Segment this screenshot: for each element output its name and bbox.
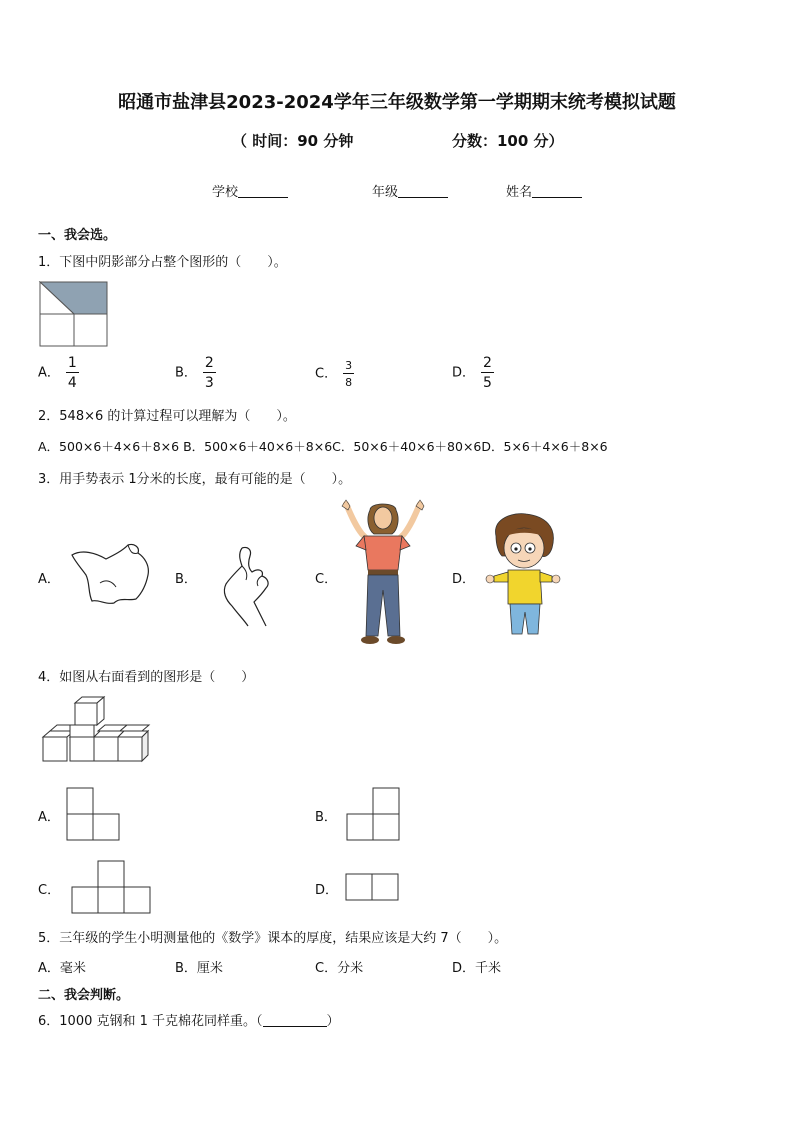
q2-options[interactable]: A．500×6＋4×6＋8×6 B．500×6＋40×6＋8×6C．50×6＋40×6＋80×6D．5×6＋4×6＋8×6: [38, 439, 608, 454]
q3-option-a-label[interactable]: A．: [38, 572, 60, 587]
question-3-text: 3．用手势表示 1分米的长度，最有可能的是（ ）。: [38, 472, 352, 487]
q4-option-d-label[interactable]: D．: [315, 883, 339, 898]
boy-arms-out-icon: [486, 512, 560, 636]
q3-option-b-label[interactable]: B．: [175, 572, 197, 587]
question-6: [38, 1010, 340, 1029]
q4-option-b-label[interactable]: B．: [315, 810, 337, 825]
hand-gesture-b-icon: [218, 544, 276, 628]
section-1-title: 一、我会选。: [38, 228, 117, 243]
question-6-close: ）: [326, 1014, 340, 1029]
school-field[interactable]: [212, 181, 288, 200]
hand-gesture-a-icon: [70, 543, 152, 605]
name-blank[interactable]: [532, 185, 582, 198]
exam-time: （ 时间：90 分钟: [232, 132, 354, 150]
cube-stack-figure: [42, 697, 154, 763]
q5-option-b[interactable]: B．厘米: [175, 961, 223, 976]
q4-option-d-figure: [345, 873, 399, 901]
question-4-text: 4．如图从右面看到的图形是（ ）: [38, 670, 255, 685]
q1-shaded-figure: [39, 281, 109, 347]
q4-option-a-figure: [66, 787, 120, 841]
person-arms-raised-icon: [340, 500, 426, 650]
q4-option-c-figure: [71, 860, 151, 914]
exam-score: 分数：100 分）: [452, 132, 564, 150]
q4-option-b-figure: [346, 787, 400, 841]
question-1-text: 1．下图中阴影部分占整个图形的（ ）。: [38, 255, 287, 270]
school-label: 学校: [212, 185, 239, 200]
question-5-text: 5．三年级的学生小明测量他的《数学》课本的厚度，结果应该是大约 7（ ）。: [38, 931, 508, 946]
q1-option-b[interactable]: B． $\frac{2}{3}$: [175, 355, 214, 391]
q4-option-a-label[interactable]: A．: [38, 810, 60, 825]
q1-option-d[interactable]: D． $\frac{2}{5}$: [452, 355, 492, 391]
question-6-text: 6．1000 克钢和 1 千克棉花同样重。（: [38, 1014, 263, 1029]
q5-option-d[interactable]: D．千米: [452, 961, 502, 976]
q4-option-c-label[interactable]: C．: [38, 883, 61, 898]
school-blank[interactable]: [238, 185, 288, 198]
name-field[interactable]: [506, 181, 582, 200]
page-title: 昭通市盐津县2023-2024学年三年级数学第一学期期末统考模拟试题: [118, 92, 676, 113]
section-2-title: 二、我会判断。: [38, 988, 130, 1003]
q6-answer-blank[interactable]: [263, 1014, 327, 1027]
grade-label: 年级: [372, 185, 399, 200]
q1-option-a[interactable]: A． $\frac{1}{4}$: [38, 355, 77, 391]
grade-field[interactable]: [372, 181, 448, 200]
name-label: 姓名: [506, 185, 533, 200]
grade-blank[interactable]: [398, 185, 448, 198]
q5-option-a[interactable]: A．毫米: [38, 961, 86, 976]
q5-option-c[interactable]: C．分米: [315, 961, 364, 976]
q3-option-c-label[interactable]: C．: [315, 572, 338, 587]
q1-option-c[interactable]: C． $\frac{3}{8}$: [315, 359, 353, 389]
q3-option-d-label[interactable]: D．: [452, 572, 476, 587]
question-2-text: 2．548×6 的计算过程可以理解为（ ）。: [38, 409, 296, 424]
